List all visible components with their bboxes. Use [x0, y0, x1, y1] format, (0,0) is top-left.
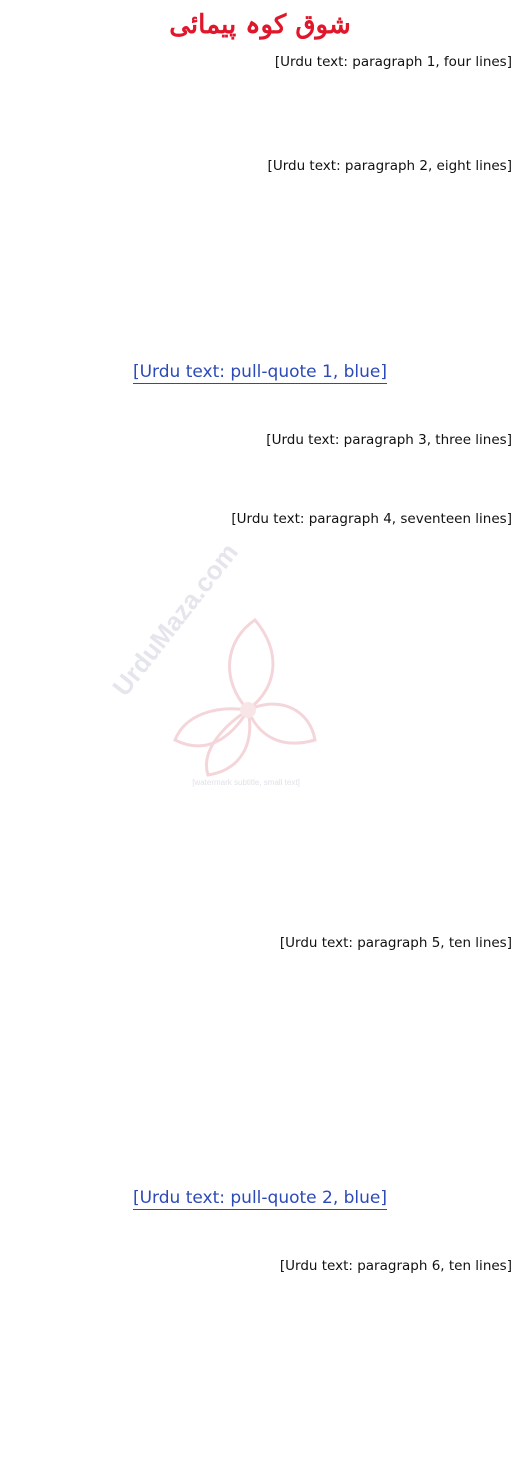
paragraph-1: [Urdu text: paragraph 1, four lines]: [274, 54, 512, 70]
paragraph-4: [Urdu text: paragraph 4, seventeen lines]: [231, 511, 512, 527]
watermark-logo: UrduMaza.com: [106, 537, 244, 702]
highlighted-quote-2: [8, 1182, 512, 1246]
highlighted-quote-1: [8, 356, 512, 420]
paragraph-6: [Urdu text: paragraph 6, ten lines]: [279, 1258, 512, 1274]
highlighted-quote-2-text: [Urdu text: pull-quote 2, blue]: [132, 1188, 388, 1208]
paragraph-5: [Urdu text: paragraph 5, ten lines]: [279, 935, 512, 951]
paragraph-2: [Urdu text: paragraph 2, eight lines]: [267, 158, 512, 174]
paragraph-3: [Urdu text: paragraph 3, three lines]: [266, 432, 512, 448]
watermark-subtitle: [watermark subtitle, small text]: [192, 778, 300, 787]
highlighted-quote-1-text: [Urdu text: pull-quote 1, blue]: [132, 362, 388, 382]
article-title: شوق کوہ پیمائی: [169, 10, 351, 40]
